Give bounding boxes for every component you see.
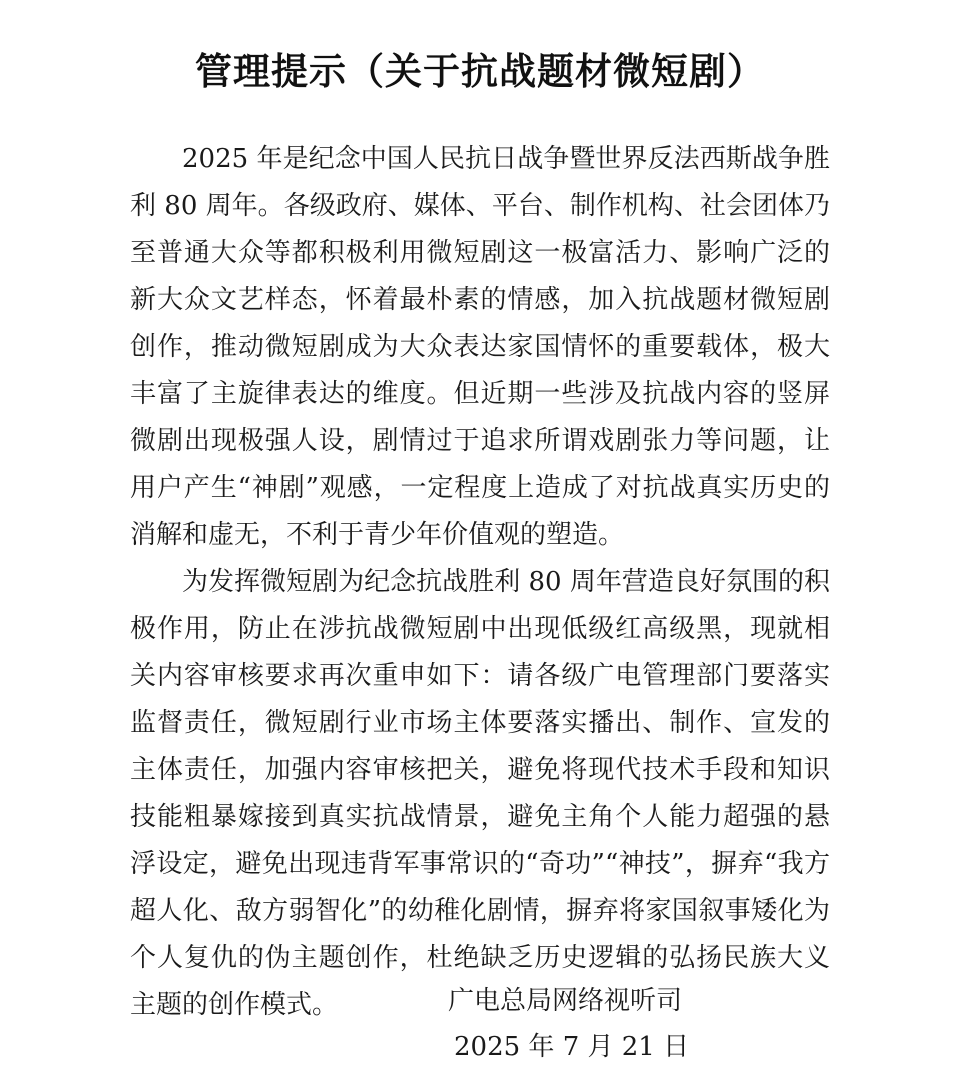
paragraph-1: 2025 年是纪念中国人民抗日战争暨世界反法西斯战争胜利 80 周年。各级政府、媒体、平台、制作机构、社会团体乃至普通大众等都积极利用微短剧这一极富活力、影响广泛的新大众文艺样态，怀着最朴素的情感，加入抗战题材微短剧创作，推动微短剧成为大众表达家国情怀的重要载体，极大丰富了主旋律表达的维度。但近期一些涉及抗战内容的竖屏微剧出现极强人设，剧情过于追求所谓戏剧张力等问题，让用户产生“神剧”观感，一定程度上造成了对抗战真实历史的消解和虚无，不利于青少年价值观的塑造。 [130, 144, 830, 550]
document-body [130, 136, 830, 1029]
signature-block [448, 978, 748, 1070]
issue-date: 2025 年 7 月 21 日 [454, 1032, 690, 1062]
issuer-name: 广电总局网络视听司 [448, 986, 683, 1016]
document-title: 管理提示（关于抗战题材微短剧） [195, 49, 765, 93]
paragraph-2: 为发挥微短剧为纪念抗战胜利 80 周年营造良好氛围的积极作用，防止在涉抗战微短剧中出现低级红高级黑，现就相关内容审核要求再次重申如下：请各级广电管理部门要落实监督责任，微短剧行业市场主体要落实播出、制作、宣发的主体责任，加强内容审核把关，避免将现代技术手段和知识技能粗暴嫁接到真实抗战情景，避免主角个人能力超强的悬浮设定，避免出现违背军事常识的“奇功”“神技”，摒弃“我方超人化、敌方弱智化”的幼稚化剧情，摒弃将家国叙事矮化为个人复仇的伪主题创作，杜绝缺乏历史逻辑的弘扬民族大义主题的创作模式。 [130, 567, 830, 1020]
